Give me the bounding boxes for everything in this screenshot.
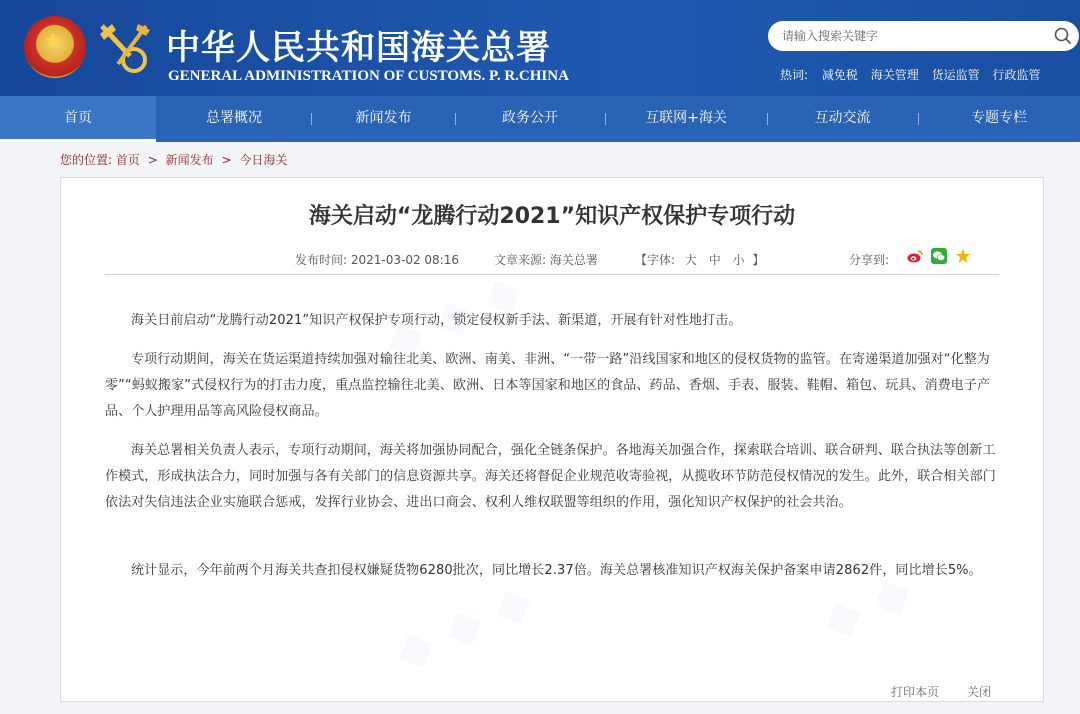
nav-item-overview[interactable]: 总署概况 (206, 110, 262, 126)
weibo-icon[interactable] (907, 248, 923, 264)
emblem-star-icon: ★ (44, 28, 62, 52)
nav-item-government-affairs[interactable]: 政务公开 (502, 110, 558, 126)
site-title-chinese[interactable]: 中华人民共和国海关总署 (166, 28, 551, 68)
hot-word-link[interactable]: 海关管理 (870, 68, 919, 82)
font-size-close-bracket: 】 (752, 253, 765, 267)
nav-item-internet-customs[interactable]: 互联网+海关 (645, 110, 727, 126)
font-size-label: 【字体: (635, 253, 676, 267)
nav-separator (455, 113, 456, 125)
font-size-controls (635, 251, 764, 268)
nav-separator (311, 113, 312, 125)
hot-word-link[interactable]: 行政监管 (992, 68, 1041, 82)
breadcrumb-prefix: 您的位置: (60, 153, 113, 167)
hot-word-link[interactable]: 货运监管 (931, 68, 980, 82)
article-panel (60, 177, 1044, 702)
breadcrumb-home[interactable]: 首页 (115, 153, 140, 167)
article-paragraph: 海关日前启动“龙腾行动2021”知识产权保护专项行动，锁定侵权新手法、新渠道，开展有针对性地打击。 (131, 313, 742, 328)
share-label: 分享到: (849, 253, 890, 267)
nav-item-home[interactable]: 首页 (0, 96, 156, 142)
breadcrumb-separator: > (221, 153, 232, 167)
site-title-english: GENERAL ADMINISTRATION OF CUSTOMS. P. R.CHINA (168, 68, 569, 84)
star-icon[interactable] (955, 248, 971, 264)
site-header (0, 0, 1080, 96)
publish-time: 发布时间: 2021-03-02 08:16 (295, 253, 459, 267)
customs-logo-icon[interactable] (96, 20, 154, 76)
background-watermark (386, 571, 540, 681)
breadcrumb-news[interactable]: 新闻发布 (165, 153, 214, 167)
article-title: 海关启动“龙腾行动2021”知识产权保护专项行动 (308, 204, 796, 229)
wechat-icon[interactable] (931, 248, 947, 264)
nav-separator (605, 113, 606, 125)
print-page-link[interactable]: 打印本页 (891, 685, 940, 699)
breadcrumb (60, 151, 287, 168)
article-paragraph: 海关总署相关负责人表示，专项行动期间，海关将加强协同配合，强化全链条保护。各地海关加强合作，探索联合培训、联合研判、联合执法等创新工作模式，形成执法合力，同时加强与各有关部门的信息资源共享。海关还将督促企业规范收寄验视，从揽收环节防范侵权情况的发生。此外，联合相关部门依法对失信违法企业实施联合惩戒，发挥行业协会、进出口商会、权利人维权联盟等组织的作用，强化知识产权保护的社会共治。 (105, 443, 996, 510)
main-nav (0, 96, 1080, 142)
hot-word-link[interactable]: 减免税 (821, 68, 858, 82)
nav-item-news[interactable]: 新闻发布 (355, 110, 412, 126)
hot-words-label: 热词: (780, 68, 809, 82)
meta-divider (105, 274, 999, 275)
nav-separator (918, 113, 919, 125)
article-paragraph: 统计显示，今年前两个月海关共查扣侵权嫌疑货物6280批次，同比增长2.37倍。海关总署核准知识产权海关保护备案申请2862件，同比增长5%。 (131, 563, 982, 578)
nav-item-interaction[interactable]: 互动交流 (814, 110, 871, 126)
nav-separator (767, 113, 768, 125)
search-icon[interactable] (1054, 27, 1072, 45)
search-input[interactable] (782, 26, 1042, 46)
article-source: 文章来源: 海关总署 (494, 253, 598, 267)
close-page-link[interactable]: 关闭 (967, 685, 992, 699)
font-size-large[interactable]: 大 (684, 253, 697, 267)
breadcrumb-today[interactable]: 今日海关 (239, 153, 288, 167)
breadcrumb-separator: > (147, 153, 158, 167)
article-paragraph: 专项行动期间，海关在货运渠道持续加强对输往北美、欧洲、南美、非洲、“一带一路”沿线国家和地区的侵权货物的监管。在寄递渠道加强对“化整为零”“蚂蚁搬家”式侵权行为的打击力度，重点监控输往北美、欧洲、日本等国家和地区的食品、药品、香烟、手表、服装、鞋帽、箱包、玩具、消费电子产品、个人护理用品等高风险侵权商品。 (105, 352, 991, 419)
national-emblem-icon[interactable] (24, 16, 86, 78)
font-size-small[interactable]: 小 (732, 253, 745, 267)
font-size-medium[interactable]: 中 (708, 253, 721, 267)
search-box (768, 21, 1079, 51)
hot-words (780, 66, 1049, 83)
nav-item-special-topics[interactable]: 专题专栏 (971, 110, 1027, 126)
